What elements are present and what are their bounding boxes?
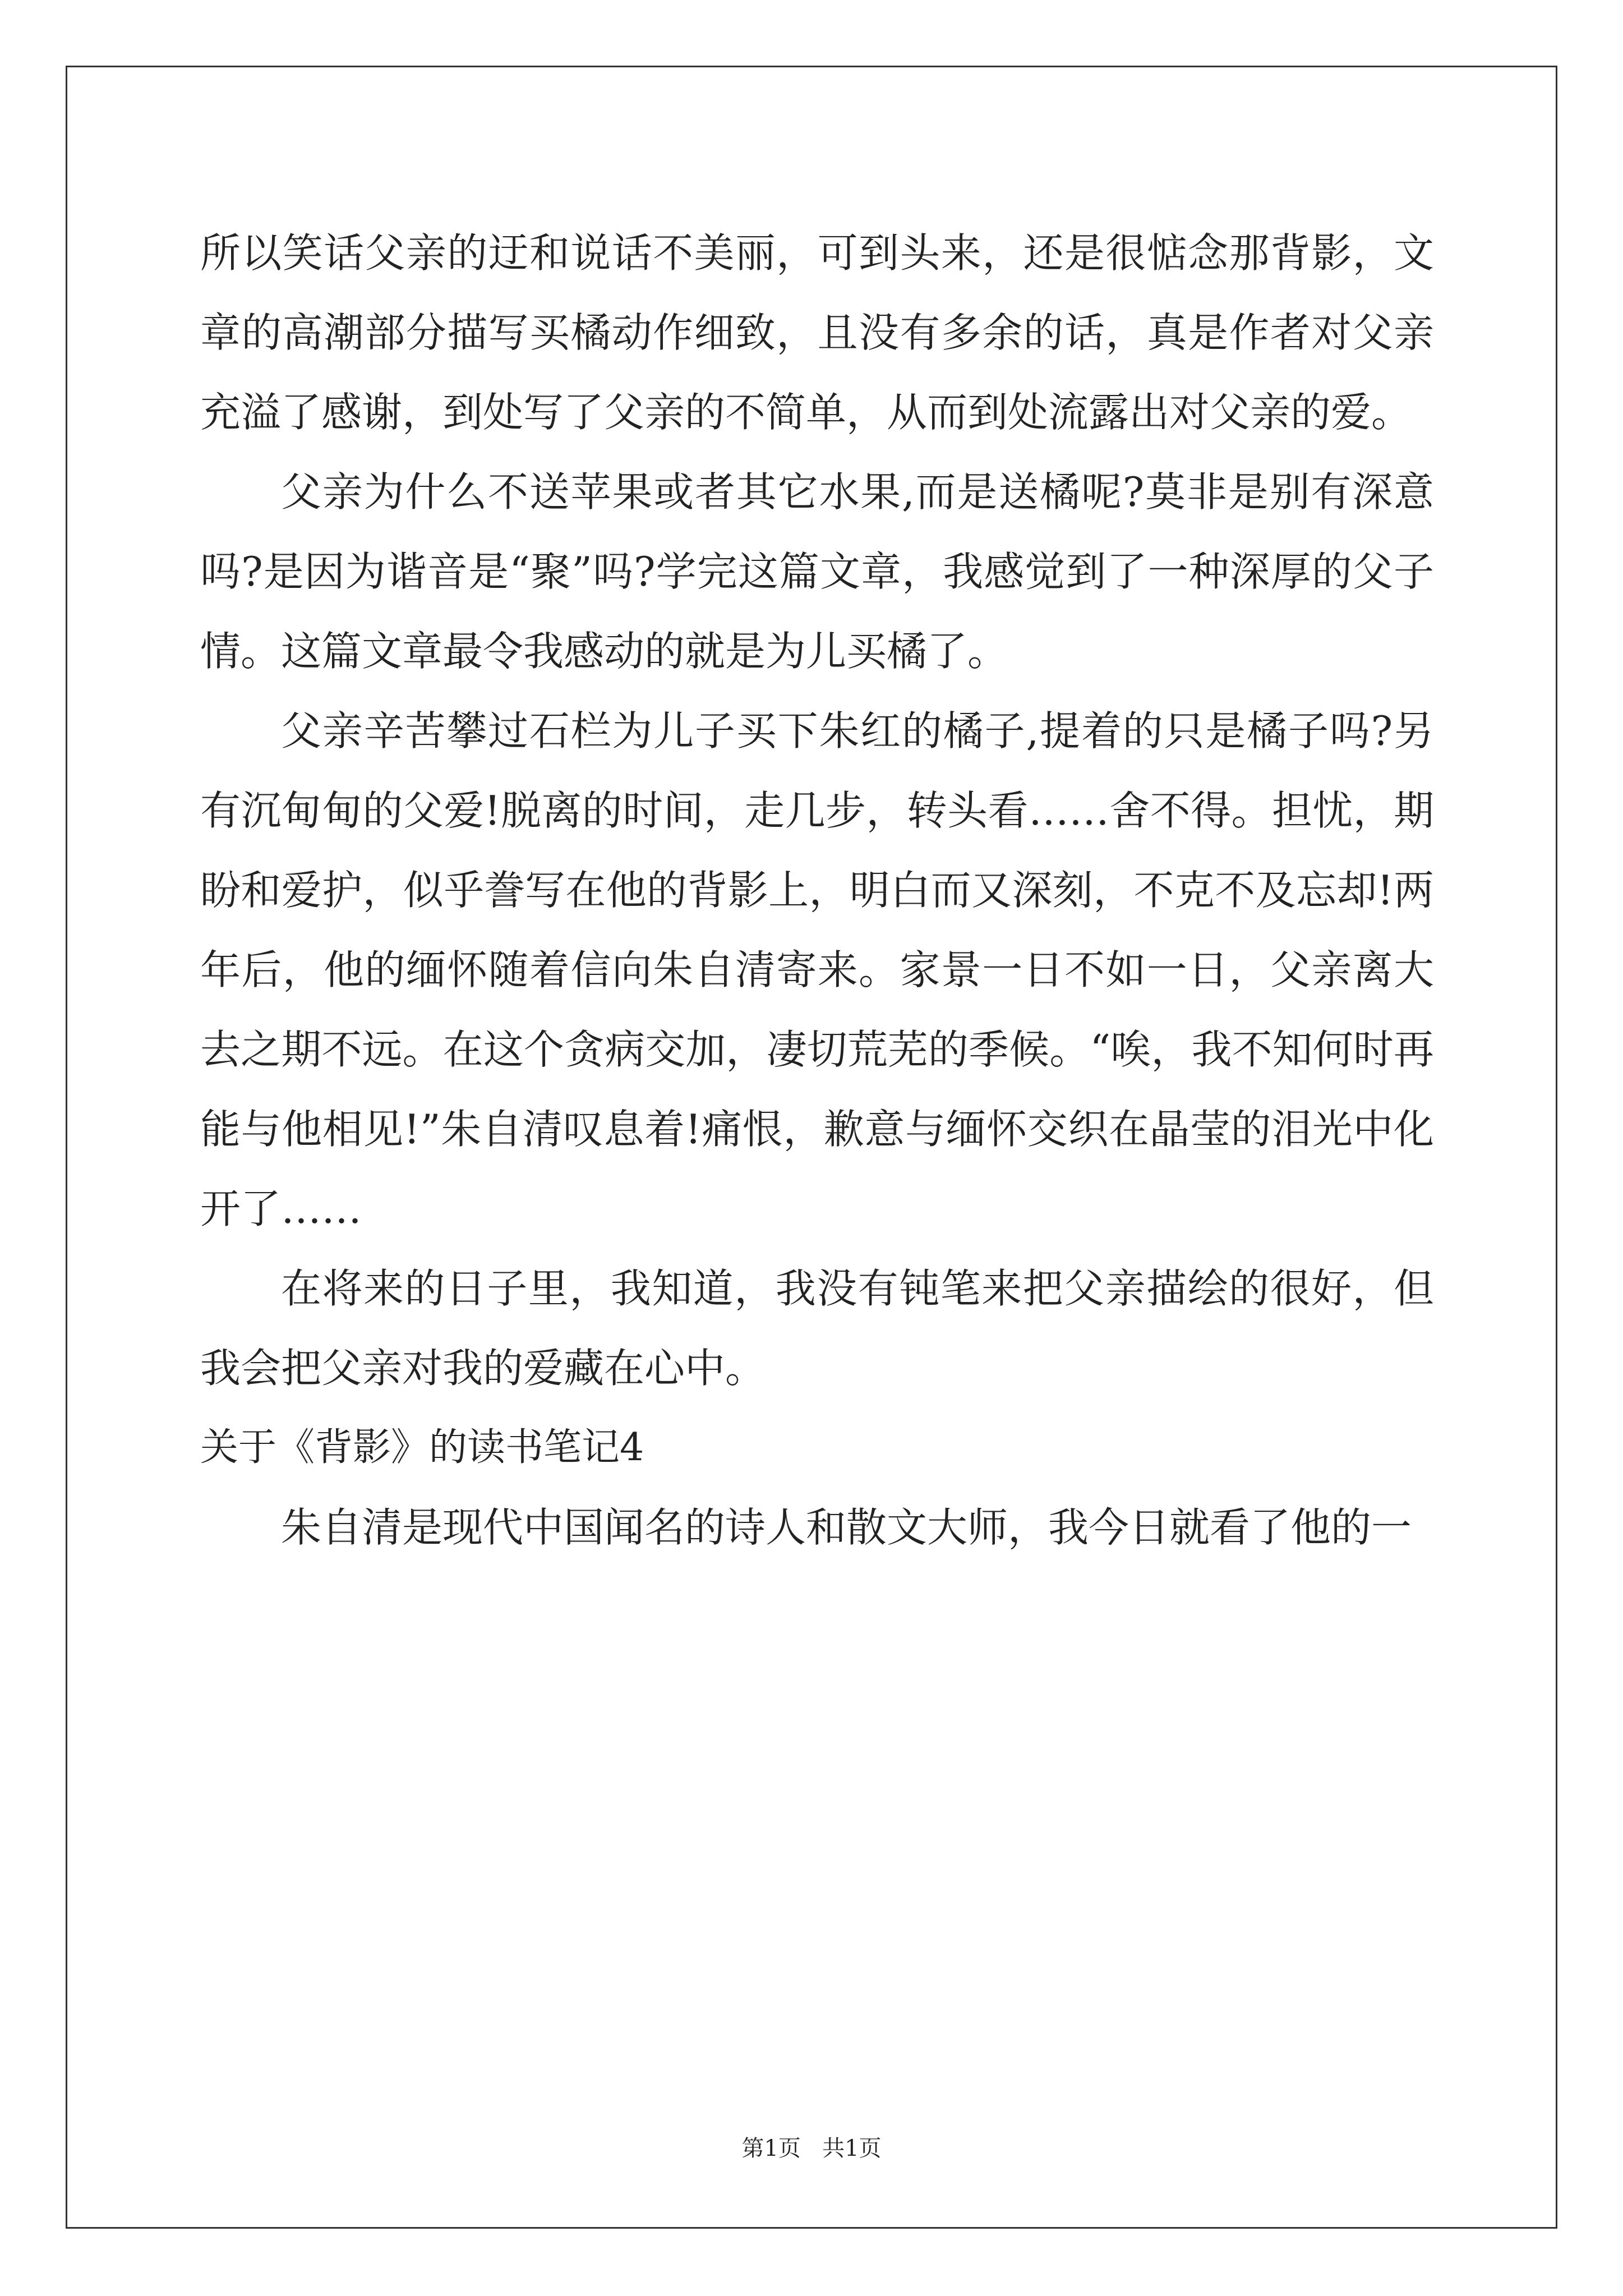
paragraph-3: 父亲辛苦攀过石栏为儿子买下朱红的橘子,提着的只是橘子吗?另有沉甸甸的父爱!脱离的时间，走几步，转头看……舍不得。担忧，期盼和爱护，似乎誊写在他的背影上，明白而又深刻，不克不及忘却!两年后，他的缅怀随着信向朱自清寄来。家景一日不如一日，父亲离大去之期不远。在这个贪病交加，凄切荒芜的季候。“唉，我不知何时再能与他相见!”朱自清叹息着!痛恨，歉意与缅怀交织在晶莹的泪光中化开了……	[200, 707, 1434, 1232]
page-total: 共1页	[822, 2136, 882, 2161]
page-footer	[0, 2132, 1623, 2165]
paragraph-2: 父亲为什么不送苹果或者其它水果,而是送橘呢?莫非是别有深意吗?是因为谐音是“聚”吗?学完这篇文章，我感觉到了一种深厚的父子情。这篇文章最令我感动的就是为儿买橘了。	[200, 468, 1434, 675]
document-body	[200, 213, 1434, 1567]
page-number: 第1页	[741, 2136, 801, 2161]
section-heading: 关于《背影》的读书笔记4	[200, 1425, 644, 1470]
paragraph-5: 朱自清是现代中国闻名的诗人和散文大师，我今日就看了他的一	[281, 1504, 1412, 1551]
paragraph-4: 在将来的日子里，我知道，我没有钝笔来把父亲描绘的很好，但我会把父亲对我的爱藏在心中。	[200, 1265, 1434, 1392]
paragraph-1: 所以笑话父亲的迂和说话不美丽，可到头来，还是很惦念那背影，文章的高潮部分描写买橘动作细致，且没有多余的话，真是作者对父亲充溢了感谢，到处写了父亲的不简单，从而到处流露出对父亲的爱。	[200, 229, 1434, 436]
